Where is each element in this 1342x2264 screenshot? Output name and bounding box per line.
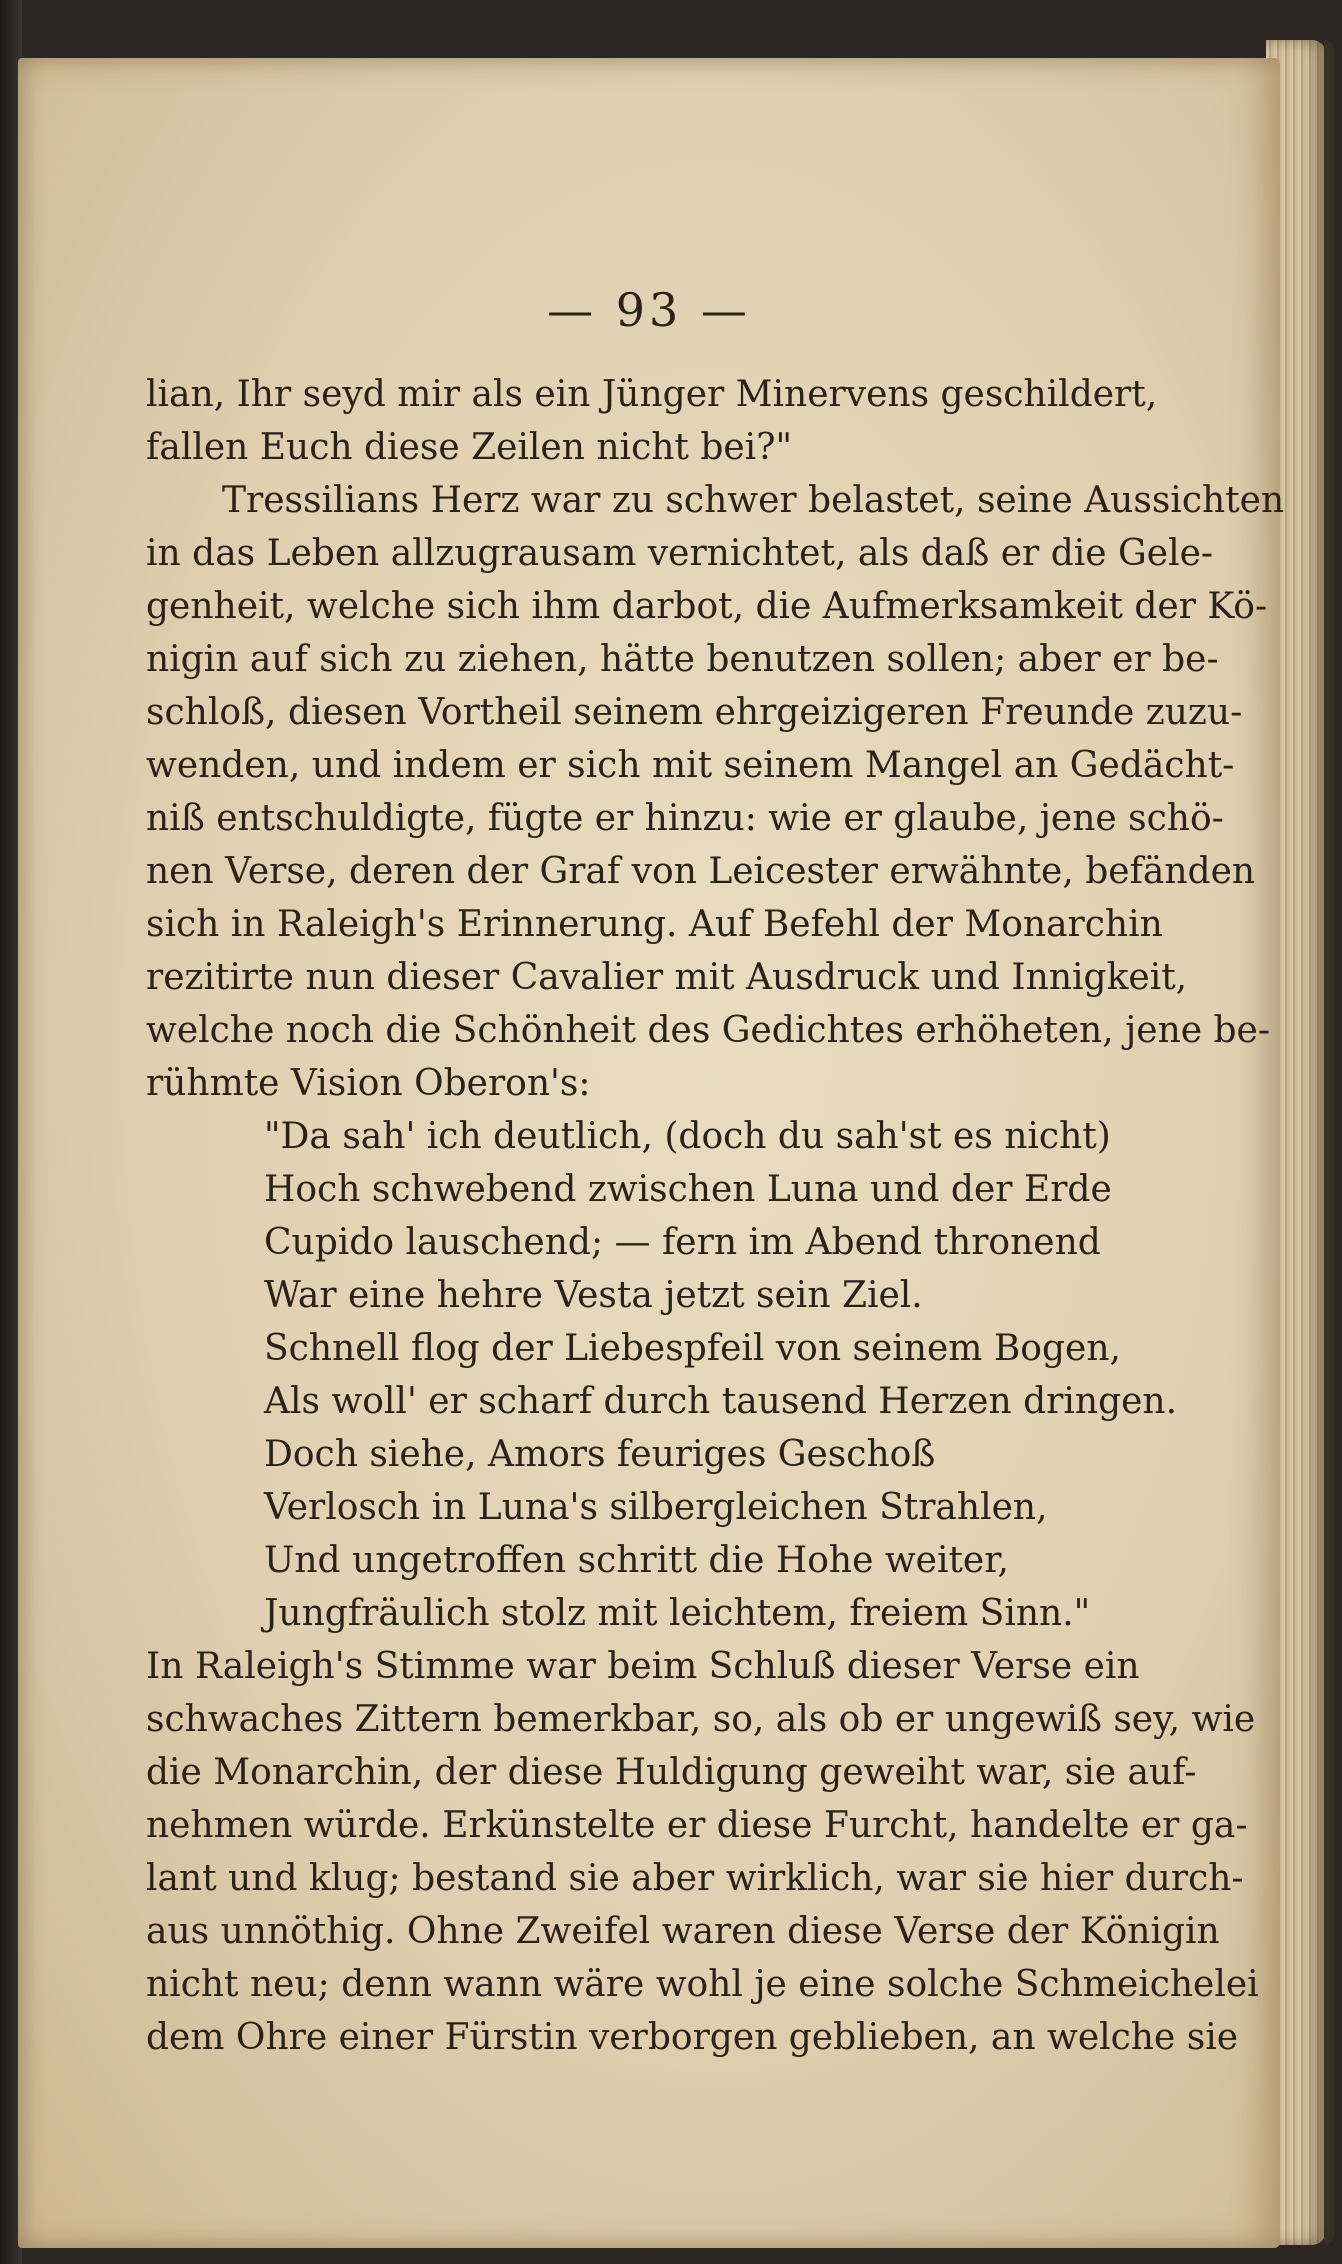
text-line: wenden, und indem er sich mit seinem Mangel an Gedächt-: [146, 745, 1235, 786]
paragraph-continuation: [146, 368, 1158, 474]
text-line: schloß, diesen Vortheil seinem ehrgeizigeren Freunde zuzu-: [146, 692, 1243, 733]
verse-line: Und ungetroffen schritt die Hohe weiter,: [264, 1540, 1009, 1581]
verse-line: Hoch schwebend zwischen Luna und der Erde: [264, 1169, 1112, 1210]
text-line: lian, Ihr seyd mir als ein Jünger Minervens geschildert,: [146, 374, 1158, 415]
text-line: niß entschuldigte, fügte er hinzu: wie er glaube, jene schö-: [146, 798, 1224, 839]
paragraph-raleigh: [146, 1640, 1259, 2064]
text-line: Tressilians Herz war zu schwer belastet, seine Aussichten: [222, 480, 1285, 521]
verse-line: "Da sah' ich deutlich, (doch du sah'st es nicht): [264, 1116, 1111, 1157]
text-line: lant und klug; bestand sie aber wirklich, war sie hier durch-: [146, 1858, 1244, 1899]
text-line: in das Leben allzugrausam vernichtet, als daß er die Gele-: [146, 533, 1214, 574]
text-line: In Raleigh's Stimme war beim Schluß dieser Verse ein: [146, 1646, 1140, 1687]
text-line: nehmen würde. Erkünstelte er diese Furcht, handelte er ga-: [146, 1805, 1248, 1846]
text-line: welche noch die Schönheit des Gedichtes erhöheten, jene be-: [146, 1010, 1271, 1051]
text-line: die Monarchin, der diese Huldigung geweiht war, sie auf-: [146, 1752, 1197, 1793]
text-line: rezitirte nun dieser Cavalier mit Ausdruck und Innigkeit,: [146, 957, 1188, 998]
verse-line: Jungfräulich stolz mit leichtem, freiem Sinn.": [264, 1593, 1091, 1634]
text-line: nigin auf sich zu ziehen, hätte benutzen sollen; aber er be-: [146, 639, 1219, 680]
text-line: sich in Raleigh's Erinnerung. Auf Befehl der Monarchin: [146, 904, 1163, 945]
text-line: dem Ohre einer Fürstin verborgen geblieben, an welche sie: [146, 2017, 1239, 2058]
book-page: [18, 58, 1285, 2248]
body-text: [146, 368, 1285, 2064]
verse-line: Cupido lauschend; — fern im Abend thronend: [264, 1222, 1101, 1263]
text-line: fallen Euch diese Zeilen nicht bei?": [146, 427, 793, 468]
verse-line: War eine hehre Vesta jetzt sein Ziel.: [264, 1275, 923, 1316]
verse-line: Doch siehe, Amors feuriges Geschoß: [264, 1434, 936, 1475]
verse-line: Verlosch in Luna's silbergleichen Strahlen,: [264, 1487, 1048, 1528]
text-line: nen Verse, deren der Graf von Leicester erwähnte, befänden: [146, 851, 1256, 892]
verse-line: Schnell flog der Liebespfeil von seinem Bogen,: [264, 1328, 1121, 1369]
page-number: — 93 —: [547, 283, 751, 337]
text-line: aus unnöthig. Ohne Zweifel waren diese Verse der Königin: [146, 1911, 1220, 1952]
text-line: schwaches Zittern bemerkbar, so, als ob er ungewiß sey, wie: [146, 1699, 1256, 1740]
text-line: rühmte Vision Oberon's:: [146, 1063, 591, 1104]
text-line: genheit, welche sich ihm darbot, die Aufmerksamkeit der Kö-: [146, 586, 1268, 627]
paragraph-tressilian: [146, 474, 1285, 1110]
verse-block: [146, 1110, 1178, 1640]
text-line: nicht neu; denn wann wäre wohl je eine solche Schmeichelei: [146, 1964, 1259, 2005]
verse-line: Als woll' er scharf durch tausend Herzen dringen.: [264, 1381, 1178, 1422]
